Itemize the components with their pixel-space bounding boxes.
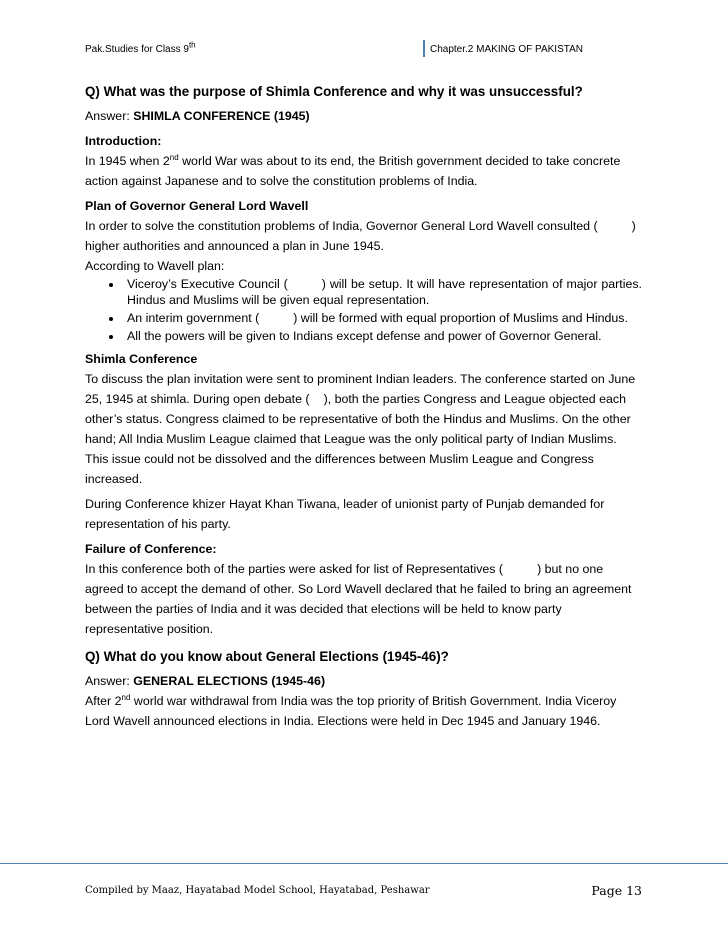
plan-section [85, 196, 642, 344]
plan-intro: According to Wavell plan: [85, 259, 225, 273]
shimla-section [85, 349, 642, 489]
footer-divider [0, 863, 728, 864]
plan-text: In order to solve the constitution problems of India, Governor General Lord Wavell consulted ( ) higher authorities and announced a plan in June 1945. [85, 219, 636, 253]
failure-heading: Failure of Conference: [85, 542, 217, 556]
question-2: Q) What do you know about General Elections (1945-46)? [85, 649, 449, 664]
footer-credit: Compiled by Maaz, Hayatabad Model School, Hayatabad, Peshawar [85, 885, 430, 896]
header-divider [423, 40, 425, 57]
page-number: Page 13 [591, 883, 642, 898]
introduction-text: In 1945 when 2nd world War was about to its end, the British government decided to take concrete action against Japanese and to solve the constitution problems of India. [85, 152, 621, 188]
list-item: • An interim government ( ) will be formed with equal proportion of Muslims and Hindus. [123, 310, 642, 326]
header-left: Pak.Studies for Class 9th [85, 40, 196, 55]
shimla-text: To discuss the plan invitation were sent to prominent Indian leaders. The conference started on June 25, 1945 at shimla. During open debate ( ), both the parties Congress and League objected each other’s status. Congress claimed to be representative of both the Hindus and Muslims. On the other hand; All India Muslim League claimed that League was the only political party of Indian Muslims. This issue could not be dissolved and the differences between Muslim League and Congress increased. [85, 372, 636, 486]
plan-list [85, 276, 642, 344]
page-content [85, 82, 642, 736]
introduction-section [85, 131, 642, 191]
list-item: • Viceroy’s Executive Council ( ) will be setup. It will have representation of major parties. Hindus and Muslims will be given equal representation. [123, 276, 642, 308]
answer-2: Answer: GENERAL ELECTIONS (1945-46) After 2nd world war withdrawal from India was the top priority of British Government. India Viceroy Lord Wavell announced elections in India. Elections were held in Dec 1945 and January 1946. [85, 671, 642, 731]
elections-text: After 2nd world war withdrawal from India was the top priority of British Government. India Viceroy Lord Wavell announced elections in India. Elections were held in Dec 1945 and January 1946. [85, 692, 617, 728]
failure-section [85, 539, 642, 639]
list-item: • All the powers will be given to Indians except defense and power of Governor General. [123, 328, 642, 344]
khizer-paragraph: During Conference khizer Hayat Khan Tiwana, leader of unionist party of Punjab demanded for representation of his party. [85, 497, 605, 531]
shimla-heading: Shimla Conference [85, 352, 198, 366]
header-right: Chapter.2 MAKING OF PAKISTAN [430, 44, 584, 55]
answer-1: Answer: SHIMLA CONFERENCE (1945) [85, 109, 310, 123]
introduction-heading: Introduction: [85, 134, 162, 148]
question-1: Q) What was the purpose of Shimla Conference and why it was unsuccessful? [85, 84, 583, 99]
plan-heading: Plan of Governor General Lord Wavell [85, 199, 309, 213]
failure-text: In this conference both of the parties were asked for list of Representatives ( ) but no one agreed to accept the demand of other. So Lord Wavell declared that he failed to bring an agreement between the parties of India and it was decided that elections will be held to know party representative position. [85, 562, 632, 636]
